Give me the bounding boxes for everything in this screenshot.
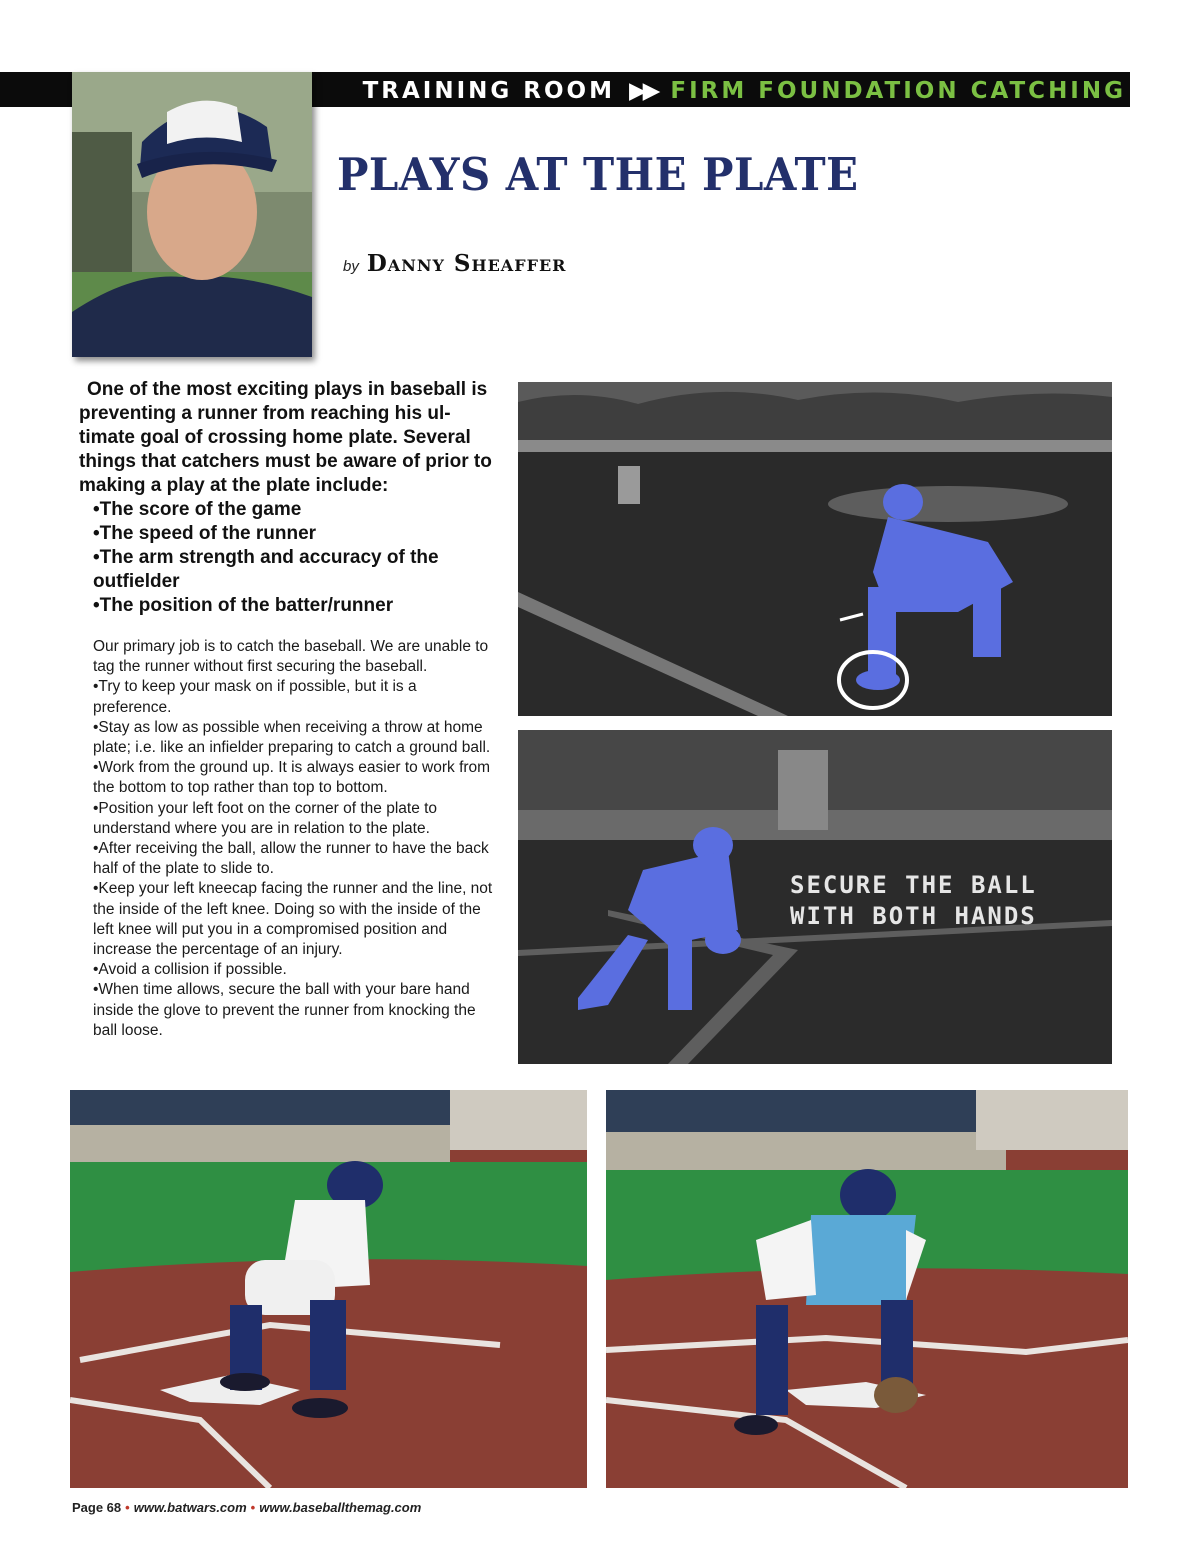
body-paragraph: •Position your left foot on the corner of the plate to understand where you are in relation to the plate. <box>93 799 438 837</box>
body-paragraph: •Keep your left kneecap facing the runner and the line, not the inside of the left knee. Doing so with the inside of the left knee will put you in a compromised position and increase the percentage of an injury. <box>93 880 493 959</box>
page-number: Page 68 <box>72 1500 122 1515</box>
catcher-crouch-photo-left <box>70 1090 587 1488</box>
page-footer <box>72 1500 421 1515</box>
body-paragraph: •Work from the ground up. It is always easier to work from the bottom to top rather than top to bottom. <box>93 759 491 797</box>
list-item: •The position of the batter/runner <box>93 595 394 616</box>
body-paragraph: •When time allows, secure the ball with your bare hand inside the glove to prevent the runner from knocking the ball loose. <box>93 981 476 1039</box>
website-link[interactable]: www.baseballthemag.com <box>259 1500 422 1515</box>
author-headshot-photo <box>72 72 312 357</box>
body-paragraph: •After receiving the ball, allow the runner to have the back half of the plate to slide to. <box>93 840 489 878</box>
caption-line: WITH BOTH HANDS <box>790 902 1037 930</box>
photo-caption <box>790 870 1037 932</box>
subsection-label: FIRM FOUNDATION CATCHING <box>670 78 1126 104</box>
body-text <box>93 637 498 1041</box>
intro-paragraph: One of the most exciting plays in baseball is preventing a runner from reaching his ul-timate goal of crossing home plate. Several things that catchers must be aware of prior to making a play at the plate include: <box>79 379 492 496</box>
factor-list <box>79 498 499 618</box>
section-label: TRAINING ROOM <box>362 78 615 104</box>
byline-prefix: by <box>343 258 359 275</box>
website-link[interactable]: www.batwars.com <box>133 1500 247 1515</box>
body-paragraph: •Try to keep your mask on if possible, but it is a preference. <box>93 678 417 716</box>
author-name: Danny Sheaffer <box>366 250 567 277</box>
footwork-photo <box>518 382 1112 716</box>
caption-line: SECURE THE BALL <box>790 871 1037 899</box>
catcher-crouch-photo-right <box>606 1090 1128 1488</box>
intro-block <box>79 378 499 618</box>
separator: • <box>250 1500 256 1515</box>
body-paragraph: Our primary job is to catch the baseball. We are unable to tag the runner without first securing the baseball. <box>93 638 489 676</box>
byline <box>343 250 566 277</box>
separator: • <box>125 1500 130 1515</box>
secure-ball-photo <box>518 730 1112 1064</box>
section-header <box>363 76 1126 106</box>
list-item: •The arm strength and accuracy of the outfielder <box>93 547 439 592</box>
double-arrow-icon: ▶▶ <box>628 78 657 104</box>
body-paragraph: •Avoid a collision if possible. <box>93 961 287 979</box>
list-item: •The score of the game <box>93 499 302 520</box>
list-item: •The speed of the runner <box>93 523 317 544</box>
body-paragraph: •Stay as low as possible when receiving a throw at home plate; i.e. like an infielder preparing to catch a ground ball. <box>93 718 491 757</box>
article-title: PLAYS AT THE PLATE <box>337 148 859 201</box>
